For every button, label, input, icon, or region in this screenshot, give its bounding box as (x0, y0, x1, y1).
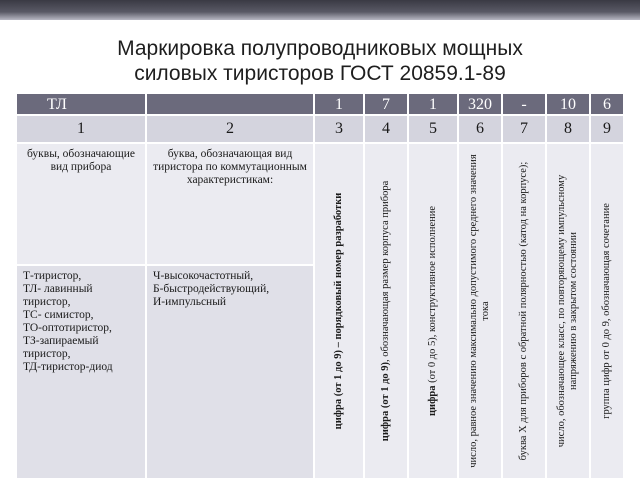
header-cell-5: 1 (408, 93, 458, 115)
marking-table (16, 93, 624, 479)
col2-values: Ч-высокочастотный, Б-быстродействующий, И-импульсный (146, 265, 314, 479)
col5-text (427, 151, 439, 471)
index-cell-6: 6 (458, 115, 502, 143)
index-cell-4: 4 (364, 115, 408, 143)
index-cell-5: 5 (408, 115, 458, 143)
col9-description (590, 143, 624, 479)
header-cell-6: 320 (458, 93, 502, 115)
title-line-2: силовых тиристоров ГОСТ 20859.1-89 (134, 62, 506, 85)
col3-bold-text: цифра (от 1 до 9) (333, 350, 344, 430)
col4-rest-text: , обозначающая размер корпуса прибора (380, 180, 391, 362)
header-cell-8: 10 (546, 93, 590, 115)
index-cell-7: 7 (502, 115, 546, 143)
col3-text (333, 151, 345, 471)
top-decorative-bar (0, 0, 640, 20)
col5-rest-text: (от 0 до 5), конструктивное исполнение (427, 205, 438, 386)
header-cell-1: ТЛ (16, 93, 146, 115)
col8-text: число, обозначающее класс, по повторяющему импульсному напряжению в закрытом состоянии (556, 174, 579, 448)
col5-bold-text: цифра (427, 385, 438, 417)
col4-bold-text: цифра (от 1 до 9) (380, 361, 391, 442)
col3-rest-text: – порядковый номер разработки (333, 192, 344, 351)
col6-description (458, 143, 502, 479)
header-cell-9: 6 (590, 93, 624, 115)
col4-text (380, 151, 392, 471)
index-cell-9: 9 (590, 115, 624, 143)
col7-description (502, 143, 546, 479)
col6-text: число, равное значению максимально допустимого среднего значения тока (468, 154, 491, 468)
col8-description (546, 143, 590, 479)
index-cell-3: 3 (314, 115, 364, 143)
col5-description (408, 143, 458, 479)
col1-description-text: буквы, обозначающие вид прибора (27, 148, 135, 173)
col2-description-text: буква, обозначающая вид тиристора по коммутационным характеристикам: (153, 148, 307, 186)
col1-values: Т-тиристор, ТЛ- лавинный тиристор, ТС- симистор, ТО-оптотиристор, ТЗ-запираемый тиристор, ТД-тиристор-диод (16, 265, 146, 479)
page-title (20, 36, 620, 86)
col9-text: группа цифр от 0 до 9, обозначающая сочетание (601, 203, 612, 419)
header-cell-7: - (502, 93, 546, 115)
index-cell-2: 2 (146, 115, 314, 143)
col4-description (364, 143, 408, 479)
index-cell-8: 8 (546, 115, 590, 143)
header-cell-2 (146, 93, 314, 115)
title-line-1: Маркировка полупроводниковых мощных (117, 37, 523, 60)
col7-text: буква Х для приборов с обратной полярностью (катод на корпусе); (518, 161, 529, 461)
index-cell-1: 1 (16, 115, 146, 143)
header-cell-3: 1 (314, 93, 364, 115)
col2-description (146, 143, 314, 265)
col1-description (16, 143, 146, 265)
col3-description (314, 143, 364, 479)
header-cell-4: 7 (364, 93, 408, 115)
